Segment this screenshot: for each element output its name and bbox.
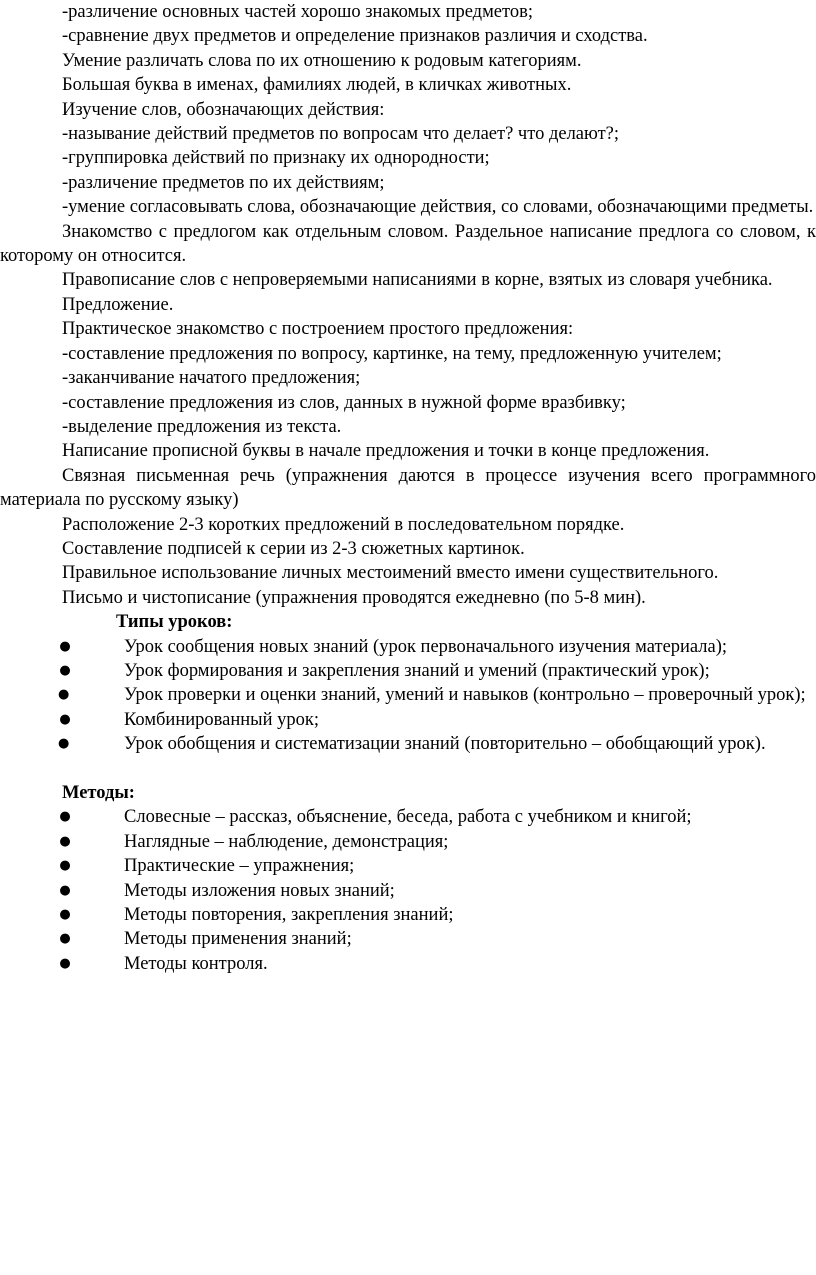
paragraph: Предложение. <box>62 294 174 315</box>
list-item-text: Комбинированный урок; <box>124 709 319 730</box>
bullet-icon: ● <box>58 736 70 752</box>
paragraph: Умение различать слова по их отношению к родовым категориям. <box>62 50 582 71</box>
list-item-text: Методы изложения новых знаний; <box>124 880 395 901</box>
bullet-icon: ● <box>59 711 71 727</box>
bullet-icon: ● <box>59 882 71 898</box>
paragraph: -различение основных частей хорошо знакомых предметов; <box>62 2 533 22</box>
list-item <box>0 708 816 732</box>
paragraph: Письмо и чистописание (упражнения проводятся ежедневно (по 5-8 мин). <box>62 587 646 608</box>
list-item-text: Методы применения знаний; <box>124 929 352 950</box>
list-item <box>0 903 816 927</box>
paragraph: Правильное использование личных местоимений вместо имени существительного. <box>62 563 719 584</box>
list-item <box>0 683 816 707</box>
bullet-icon: ● <box>58 687 70 703</box>
paragraph: -составление предложения из слов, данных в нужной форме вразбивку; <box>62 392 626 413</box>
paragraph: -называние действий предметов по вопросам что делает? что делают?; <box>62 124 620 145</box>
list-item <box>0 635 816 659</box>
list-item-text: Урок сообщения новых знаний (урок первоначального изучения материала); <box>124 636 728 657</box>
list-item <box>0 659 816 683</box>
bullet-icon: ● <box>59 662 71 678</box>
methods-heading: Методы: <box>62 782 135 803</box>
list-item <box>0 879 816 903</box>
paragraph: Написание прописной буквы в начале предложения и точки в конце предложения. <box>62 441 710 462</box>
paragraph: -заканчивание начатого предложения; <box>62 368 361 389</box>
list-item-text: Наглядные – наблюдение, демонстрация; <box>124 831 449 852</box>
bullet-icon: ● <box>59 833 71 849</box>
paragraph: -различение предметов по их действиям; <box>62 172 385 193</box>
paragraph: Составление подписей к серии из 2-3 сюжетных картинок. <box>62 538 525 559</box>
list-item-text: Урок формирования и закрепления знаний и умений (практический урок); <box>124 660 710 681</box>
bullet-icon: ● <box>59 809 71 825</box>
paragraph: -выделение предложения из текста. <box>62 416 342 437</box>
list-item-text: Урок проверки и оценки знаний, умений и навыков (контрольно – проверочный урок); <box>124 685 806 706</box>
lesson-types-heading: Типы уроков: <box>116 612 233 633</box>
paragraph: -сравнение двух предметов и определение признаков различия и сходства. <box>62 26 648 47</box>
list-item <box>0 732 816 756</box>
bullet-icon: ● <box>59 931 71 947</box>
list-item-text: Словесные – рассказ, объяснение, беседа, работа с учебником и книгой; <box>124 807 692 828</box>
paragraph: -умение согласовывать слова, обозначающие действия, со словами, обозначающими предметы. <box>62 197 814 218</box>
paragraph: -группировка действий по признаку их однородности; <box>62 148 490 169</box>
paragraph: Правописание слов с непроверяемыми написаниями в корне, взятых из словаря учебника. <box>62 270 773 291</box>
list-item <box>0 830 816 854</box>
bullet-icon: ● <box>59 955 71 971</box>
bullet-icon: ● <box>59 638 71 654</box>
paragraph: Связная письменная речь (упражнения даются в процессе изучения всего программного материала по русскому языку) <box>0 465 816 511</box>
paragraph: Расположение 2-3 коротких предложений в последовательном порядке. <box>62 514 625 535</box>
list-item-text: Методы повторения, закрепления знаний; <box>124 905 454 926</box>
list-item-text: Урок обобщения и систематизации знаний (повторительно – обобщающий урок). <box>124 734 766 755</box>
list-item <box>0 805 816 829</box>
paragraph: -составление предложения по вопросу, картинке, на тему, предложенную учителем; <box>62 343 722 364</box>
list-item-text: Методы контроля. <box>124 953 268 974</box>
paragraph: Знакомство с предлогом как отдельным словом. Раздельное написание предлога со словом, к которому он относится. <box>0 221 816 267</box>
list-item <box>0 952 816 976</box>
list-item <box>0 854 816 878</box>
bullet-icon: ● <box>59 907 71 923</box>
lesson-types-list <box>0 635 816 757</box>
list-item <box>0 927 816 951</box>
list-item-text: Практические – упражнения; <box>124 856 355 877</box>
paragraph: Большая буква в именах, фамилиях людей, в кличках животных. <box>62 75 572 96</box>
bullet-icon: ● <box>59 858 71 874</box>
methods-list <box>0 805 816 976</box>
paragraph: Практическое знакомство с построением простого предложения: <box>62 319 574 340</box>
paragraph: Изучение слов, обозначающих действия: <box>62 99 385 120</box>
